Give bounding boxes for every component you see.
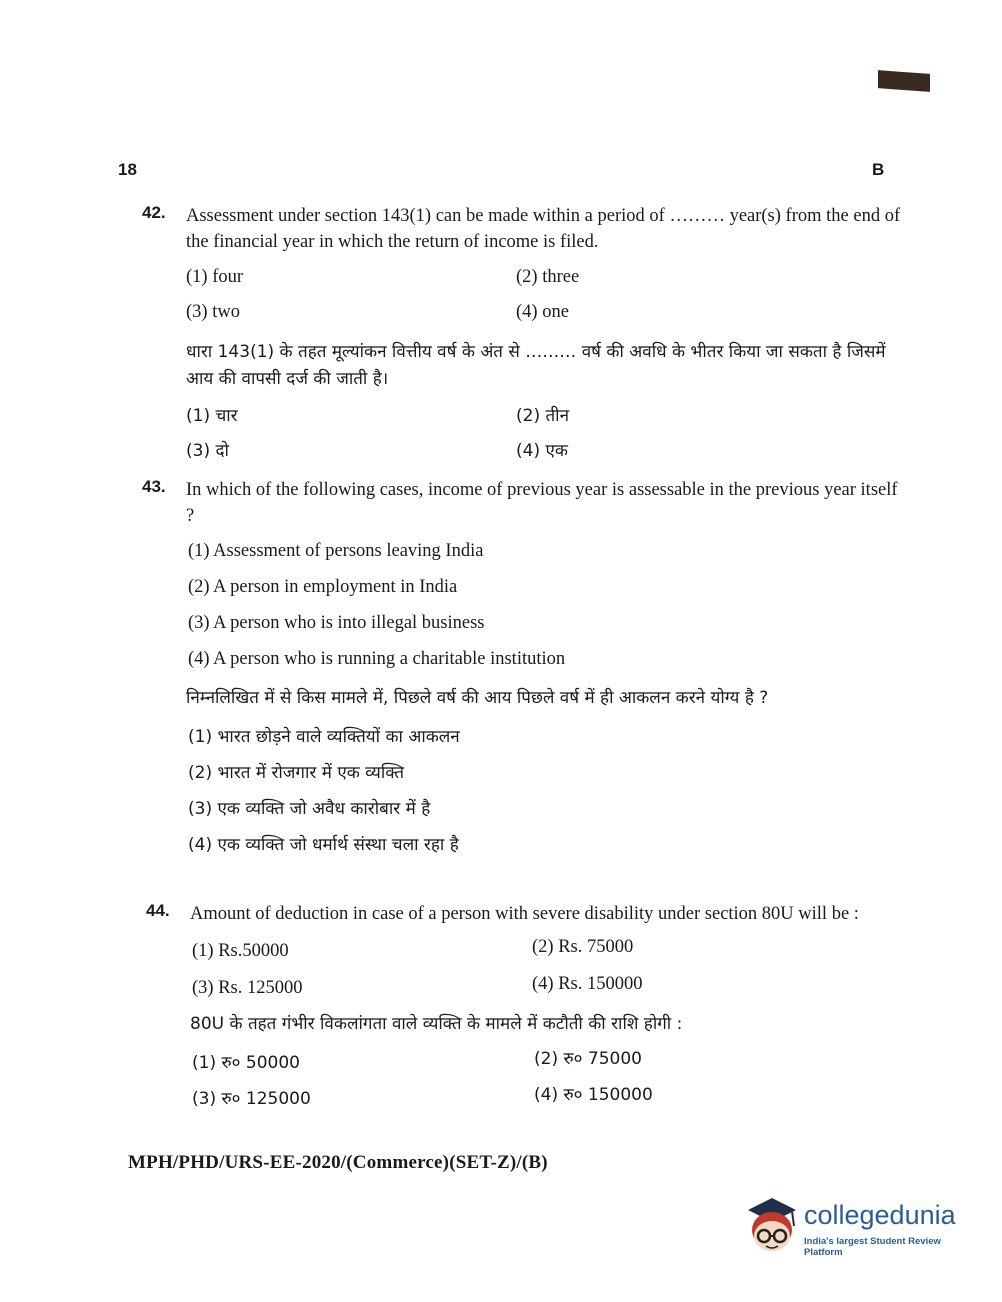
page-number: 18 (118, 160, 137, 179)
option: (2) भारत में रोजगार में एक व्यक्ति (188, 763, 405, 783)
option: (4) A person who is running a charitable institution (188, 649, 566, 669)
option: (4) एक (516, 441, 568, 461)
option: (3) A person who is into illegal business (188, 613, 485, 633)
brand-tagline: India's largest Student Review Platform (804, 1236, 941, 1258)
question-42 (142, 203, 902, 467)
option: (4) one (516, 302, 569, 322)
option: (2) A person in employment in India (188, 577, 458, 597)
option: (3) दो (186, 441, 229, 461)
question-text-en: Assessment under section 143(1) can be made within a period of ……… year(s) from the end of the financial year in which the return of income is filed. (186, 206, 901, 252)
options-en (186, 529, 902, 681)
option: (1) Rs.50000 (192, 941, 289, 961)
option: (2) रु० 75000 (534, 1049, 642, 1069)
options-en (190, 927, 906, 1005)
option: (2) तीन (516, 406, 570, 426)
brand-name: collegedunia (804, 1200, 956, 1230)
option: (2) Rs. 75000 (532, 937, 634, 957)
question-text-en: In which of the following cases, income of previous year is assessable in the previous year itself ? (186, 480, 898, 526)
option: (3) two (186, 302, 240, 322)
option: (3) रु० 125000 (192, 1089, 311, 1109)
mascot-icon (742, 1196, 800, 1256)
scan-corner-mark (878, 70, 930, 92)
option: (4) एक व्यक्ति जो धर्मार्थ संस्था चला रहा है (188, 835, 459, 855)
option: (4) Rs. 150000 (532, 974, 643, 994)
option: (1) Assessment of persons leaving India (188, 541, 484, 561)
set-code: B (872, 160, 885, 179)
option: (1) चार (186, 406, 238, 426)
option: (1) भारत छोड़ने वाले व्यक्तियों का आकलन (188, 727, 460, 747)
question-number: 43. (142, 477, 166, 496)
option: (3) एक व्यक्ति जो अवैध कारोबार में है (188, 799, 431, 819)
question-number: 42. (142, 203, 166, 222)
question-43 (142, 477, 902, 862)
question-number: 44. (146, 901, 170, 920)
options-hi (190, 1038, 906, 1114)
question-44 (146, 901, 906, 1114)
question-text-en: Amount of deduction in case of a person with severe disability under section 80U will be : (190, 904, 859, 924)
option: (1) रु० 50000 (192, 1053, 300, 1073)
option: (3) Rs. 125000 (192, 978, 303, 998)
paper-code-footer: MPH/PHD/URS-EE-2020/(Commerce)(SET-Z)/(B) (128, 1152, 548, 1173)
question-text-hi: 80U के तहत गंभीर विकलांगता वाले व्यक्ति के मामले में कटौती की राशि होगी : (190, 1014, 683, 1034)
option: (2) three (516, 267, 580, 287)
question-text-hi: धारा 143(1) के तहत मूल्यांकन वित्तीय वर्ष के अंत से ……… वर्ष की अवधि के भीतर किया जा सकता है जिसमें आय की वापसी दर्ज की जाती है। (186, 342, 886, 389)
option: (1) four (186, 267, 244, 287)
option: (4) रु० 150000 (534, 1085, 653, 1105)
question-text-hi: निम्नलिखित में से किस मामले में, पिछले वर्ष की आय पिछले वर्ष में ही आकलन करने योग्य है ? (186, 688, 769, 708)
collegedunia-watermark (742, 1196, 972, 1256)
options-en (186, 255, 902, 329)
options-hi (186, 393, 902, 467)
options-hi (186, 712, 902, 862)
